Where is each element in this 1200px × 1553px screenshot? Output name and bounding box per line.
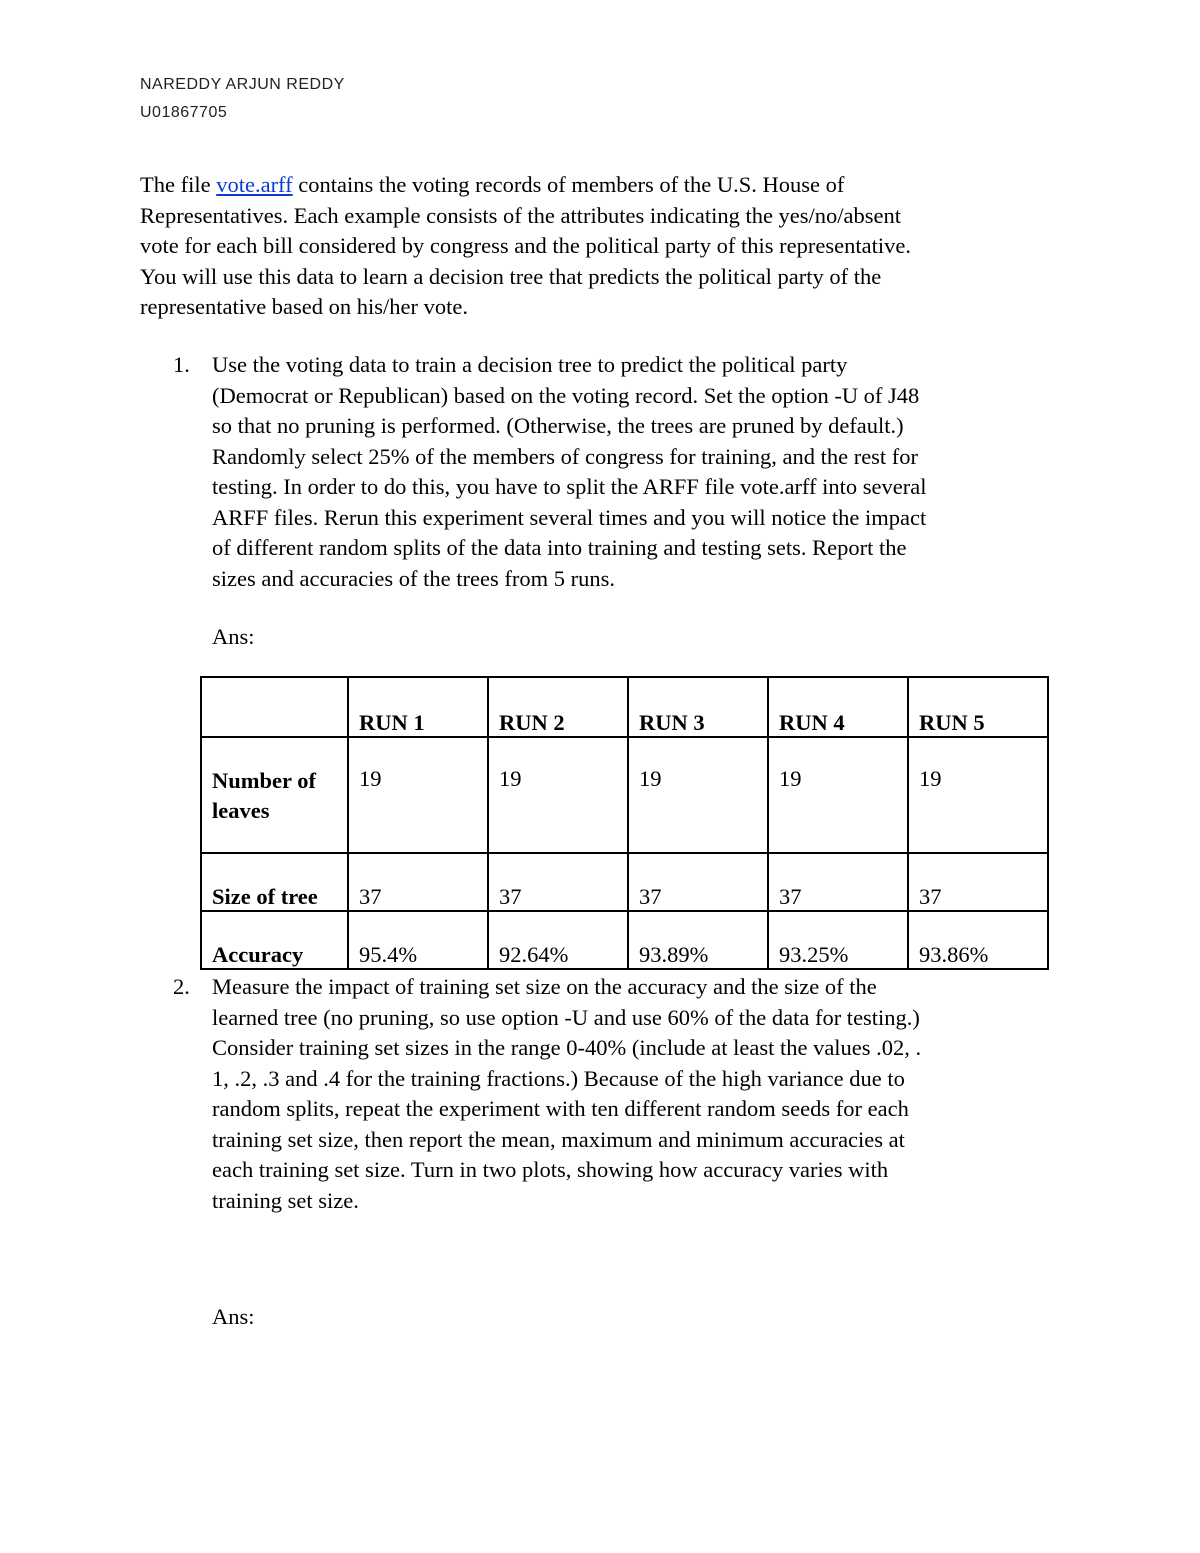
question-1-line: (Democrat or Republican) based on the voting record. Set the option -U of J48 <box>212 382 920 408</box>
row-header-number-of-leaves <box>201 737 348 853</box>
column-header-run-5: RUN 5 <box>908 677 1048 737</box>
table-cell: 93.25% <box>768 911 908 969</box>
question-2-line: each training set size. Turn in two plots, showing how accuracy varies with <box>212 1157 889 1182</box>
author-name: NAREDDY ARJUN REDDY <box>140 76 345 93</box>
question-2-line: learned tree (no pruning, so use option -U and use 60% of the data for testing.) <box>212 1004 920 1030</box>
intro-line-4: You will use this data to learn a decision tree that predicts the political party of the <box>140 263 882 289</box>
column-header-run-3: RUN 3 <box>628 677 768 737</box>
question-1-line: testing. In order to do this, you have to split the ARFF file vote.arff into several <box>212 474 927 499</box>
table-cell: 19 <box>628 737 768 853</box>
question-2-line: Consider training set sizes in the range 0-40% (include at least the values .02, . <box>212 1035 922 1060</box>
row-header-line: leaves <box>212 798 270 823</box>
table-cell: 19 <box>488 737 628 853</box>
student-id: U01867705 <box>140 104 228 121</box>
table-cell: 37 <box>488 853 628 911</box>
question-1-line: Randomly select 25% of the members of congress for training, and the rest for <box>212 443 919 469</box>
intro-line-3: vote for each bill considered by congress and the political party of this representative. <box>140 233 911 258</box>
column-header-run-2: RUN 2 <box>488 677 628 737</box>
answer-2-label: Ans: <box>212 1304 255 1329</box>
question-2-line: training set size. <box>212 1187 359 1213</box>
intro-line-1 <box>140 170 1070 201</box>
row-header-line: Number of <box>212 768 316 793</box>
question-1-line: so that no pruning is performed. (Otherwise, the trees are pruned by default.) <box>212 413 904 438</box>
table-cell: 37 <box>628 853 768 911</box>
table-cell: 19 <box>908 737 1048 853</box>
table-cell: 95.4% <box>348 911 488 969</box>
table-header-row <box>201 677 1048 737</box>
question-2-text <box>212 972 1072 1216</box>
row-header-size-of-tree: Size of tree <box>201 853 348 911</box>
question-1-number: 1. <box>173 352 190 377</box>
question-1-line: sizes and accuracies of the trees from 5 runs. <box>212 565 615 591</box>
answer-1-label: Ans: <box>212 624 255 649</box>
table-cell: 93.86% <box>908 911 1048 969</box>
question-1-line: Use the voting data to train a decision tree to predict the political party <box>212 352 848 377</box>
question-2-line: training set size, then report the mean, maximum and minimum accuracies at <box>212 1126 905 1152</box>
table-cell: 19 <box>348 737 488 853</box>
results-table <box>200 676 1049 970</box>
table-cell: 37 <box>348 853 488 911</box>
vote-arff-link[interactable]: vote.arff <box>216 172 293 197</box>
table-cell: 19 <box>768 737 908 853</box>
table-corner-cell <box>201 677 348 737</box>
question-1-text <box>212 350 1072 594</box>
intro-line-2: Representatives. Each example consists of the attributes indicating the yes/no/absent <box>140 202 902 228</box>
question-1-line: ARFF files. Rerun this experiment several times and you will notice the impact <box>212 504 927 530</box>
table-cell: 92.64% <box>488 911 628 969</box>
intro-line-1-suffix: contains the voting records of members of the U.S. House of <box>292 172 845 197</box>
table-cell: 37 <box>768 853 908 911</box>
table-row <box>201 911 1048 969</box>
table-cell: 93.89% <box>628 911 768 969</box>
intro-line-1-prefix: The file <box>140 172 217 197</box>
column-header-run-1: RUN 1 <box>348 677 488 737</box>
row-header-accuracy: Accuracy <box>201 911 348 969</box>
question-2-line: 1, .2, .3 and .4 for the training fractions.) Because of the high variance due to <box>212 1065 905 1091</box>
intro-paragraph <box>140 170 1070 323</box>
question-2-number: 2. <box>173 974 190 999</box>
table-row <box>201 737 1048 853</box>
question-2-line: random splits, repeat the experiment with ten different random seeds for each <box>212 1096 909 1121</box>
table-row <box>201 853 1048 911</box>
column-header-run-4: RUN 4 <box>768 677 908 737</box>
question-1-line: of different random splits of the data into training and testing sets. Report the <box>212 535 907 560</box>
table-cell: 37 <box>908 853 1048 911</box>
intro-line-5: representative based on his/her vote. <box>140 294 469 319</box>
question-2-line: Measure the impact of training set size on the accuracy and the size of the <box>212 974 877 999</box>
